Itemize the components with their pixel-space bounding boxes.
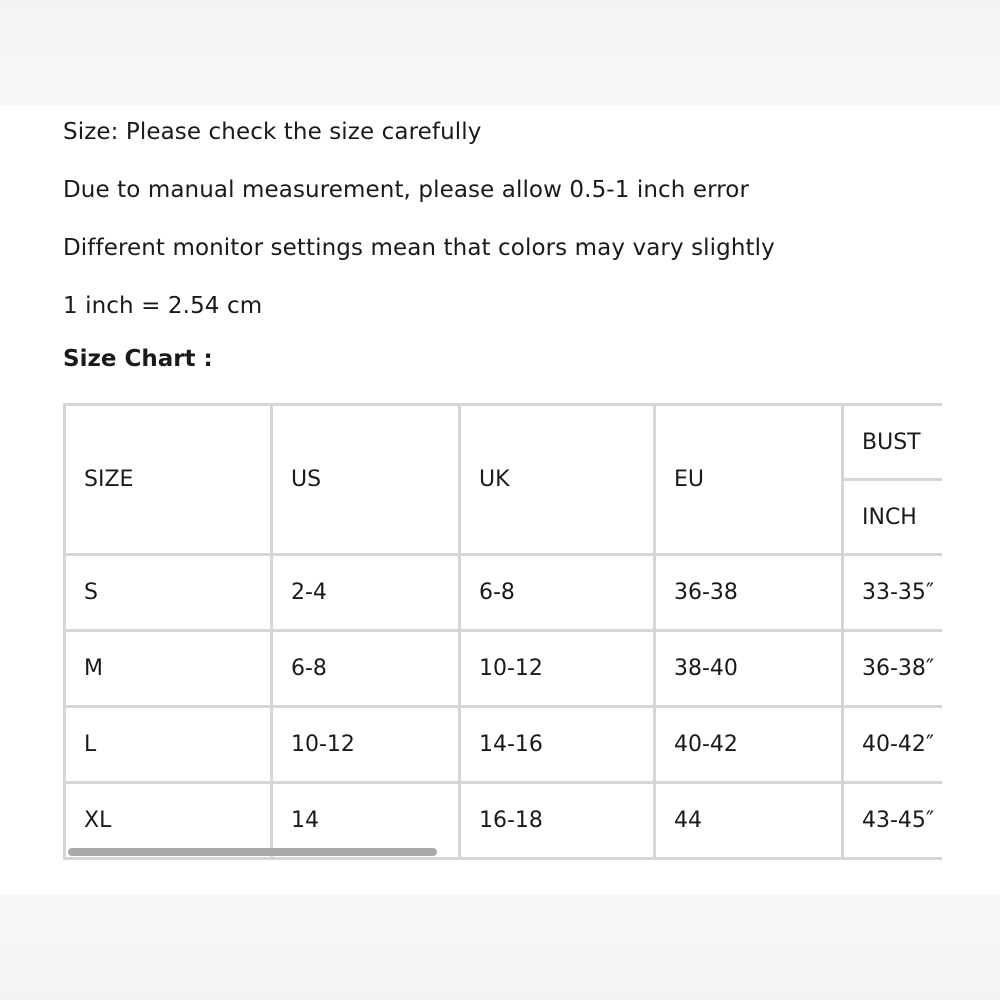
- cell-size: M: [65, 631, 272, 707]
- cell-bust: 36-38″: [843, 631, 943, 707]
- cell-uk: 6-8: [460, 555, 655, 631]
- cell-eu: 38-40: [655, 631, 843, 707]
- cell-size: L: [65, 707, 272, 783]
- cell-us: 2-4: [272, 555, 460, 631]
- cell-size: XL: [65, 783, 272, 859]
- cell-bust: 40-42″: [843, 707, 943, 783]
- product-description-panel: [0, 105, 1000, 895]
- table-row: [65, 631, 943, 707]
- cell-bust: 43-45″: [843, 783, 943, 859]
- cell-eu: 40-42: [655, 707, 843, 783]
- header-uk: UK: [460, 405, 655, 555]
- header-bust: BUST: [843, 405, 943, 480]
- conversion-note: 1 inch = 2.54 cm: [63, 293, 263, 319]
- table-header-row: [65, 405, 943, 480]
- cell-us: 10-12: [272, 707, 460, 783]
- measurement-note: Due to manual measurement, please allow 0.5-1 inch error: [63, 177, 750, 203]
- bottom-blurred-area: [0, 895, 1000, 1000]
- cell-uk: 10-12: [460, 631, 655, 707]
- horizontal-scrollbar-thumb[interactable]: [68, 848, 437, 856]
- top-blurred-area: [0, 0, 1000, 105]
- color-note: Different monitor settings mean that colors may vary slightly: [63, 235, 775, 261]
- cell-uk: 14-16: [460, 707, 655, 783]
- table-row: [65, 555, 943, 631]
- header-us: US: [272, 405, 460, 555]
- cell-us: 6-8: [272, 631, 460, 707]
- table-row: [65, 707, 943, 783]
- size-note: Size: Please check the size carefully: [63, 119, 482, 145]
- cell-bust: 33-35″: [843, 555, 943, 631]
- cell-size: S: [65, 555, 272, 631]
- size-chart-heading: Size Chart :: [63, 346, 213, 372]
- header-bust-unit: INCH: [843, 480, 943, 555]
- header-size: SIZE: [65, 405, 272, 555]
- size-table-scroll-area[interactable]: [63, 403, 942, 863]
- cell-eu: 44: [655, 783, 843, 859]
- cell-us: 14: [272, 783, 460, 859]
- header-eu: EU: [655, 405, 843, 555]
- cell-eu: 36-38: [655, 555, 843, 631]
- size-table: [63, 403, 942, 860]
- cell-uk: 16-18: [460, 783, 655, 859]
